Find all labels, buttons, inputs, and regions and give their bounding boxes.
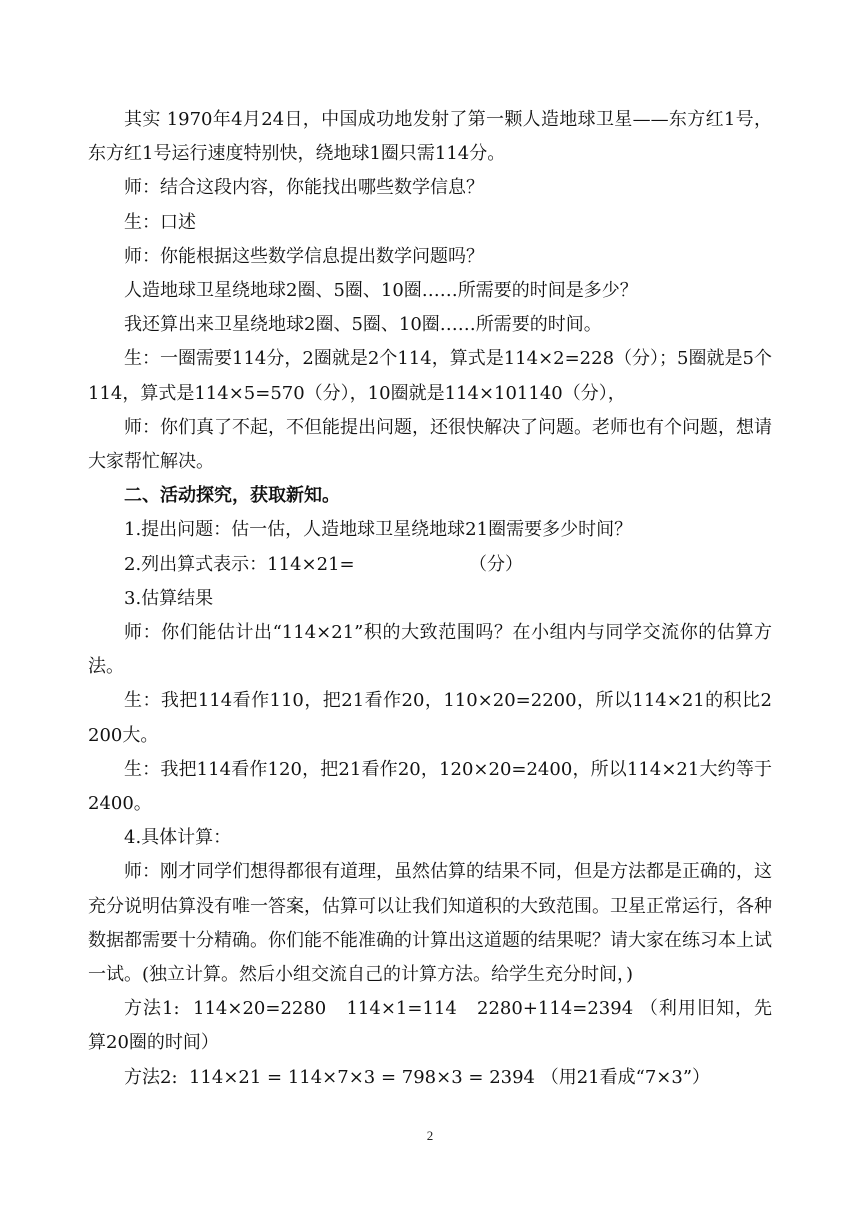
section-heading-activity: 二、活动探究，获取新知。 (124, 485, 340, 507)
document-body (88, 103, 772, 1095)
paragraph-step-2: 2.列出算式表示：114×21= （分） (124, 553, 524, 575)
paragraph-teacher-praise: 师：你们真了不起，不但能提出问题，还很快解决了问题。老师也有个问题，想请大家帮忙解决。 (88, 416, 772, 473)
paragraph-calculated-times: 我还算出来卫星绕地球2圈、5圈、10圈……所需要的时间。 (124, 314, 602, 336)
page-number: 2 (426, 1128, 434, 1143)
paragraph-student-calculation: 生：一圈需要114分，2圈就是2个114，算式是114×2=228（分）；5圈就是5个114，算式是114×5=570（分），10圈就是114×101140（分）， (88, 348, 772, 404)
paragraph-student-estimate-1: 生：我把114看作110，把21看作20，110×20=2200，所以114×21的积比2200大。 (88, 690, 772, 746)
paragraph-step-3: 3.估算结果 (124, 587, 214, 609)
paragraph-teacher-question-info: 师：结合这段内容，你能找出哪些数学信息？ (124, 177, 484, 199)
paragraph-teacher-question-problem: 师：你能根据这些数学信息提出数学问题吗？ (124, 245, 484, 267)
paragraph-step-4: 4.具体计算： (124, 827, 232, 849)
paragraph-satellite-intro: 其实 1970年4月24日，中国成功地发射了第一颗人造地球卫星——东方红1号，东方红1号运行速度特别快，绕地球1圈只需114分。 (88, 109, 772, 165)
paragraph-teacher-estimate: 师：你们能估计出“114×21”积的大致范围吗？在小组内与同学交流你的估算方法。 (88, 622, 772, 678)
paragraph-problem-orbits: 人造地球卫星绕地球2圈、5圈、10圈……所需要的时间是多少？ (124, 280, 638, 302)
paragraph-student-oral: 生：口述 (124, 211, 196, 233)
paragraph-teacher-precise: 师：刚才同学们想得都很有道理，虽然估算的结果不同，但是方法都是正确的，这充分说明估算没有唯一答案，估算可以让我们知道积的大致范围。卫星正常运行，各种数据都需要十分精确。你们能不能准确的计算出这道题的结果呢？请大家在练习本上试一试。(独立计算。然后小组交流自己的计算方法。给学生充分时间，) (88, 861, 772, 986)
paragraph-step-1: 1.提出问题：估一估，人造地球卫星绕地球21圈需要多少时间？ (124, 519, 633, 541)
paragraph-method-2: 方法2: 114×21 = 114×7×3 = 798×3 = 2394 （用21看成“7×3”） (124, 1066, 711, 1088)
paragraph-student-estimate-2: 生：我把114看作120，把21看作20，120×20=2400，所以114×21大约等于2400。 (88, 758, 772, 815)
paragraph-method-1: 方法1: 114×20=2280 114×1=114 2280+114=2394 （利用旧知，先算20圈的时间） (88, 998, 772, 1054)
